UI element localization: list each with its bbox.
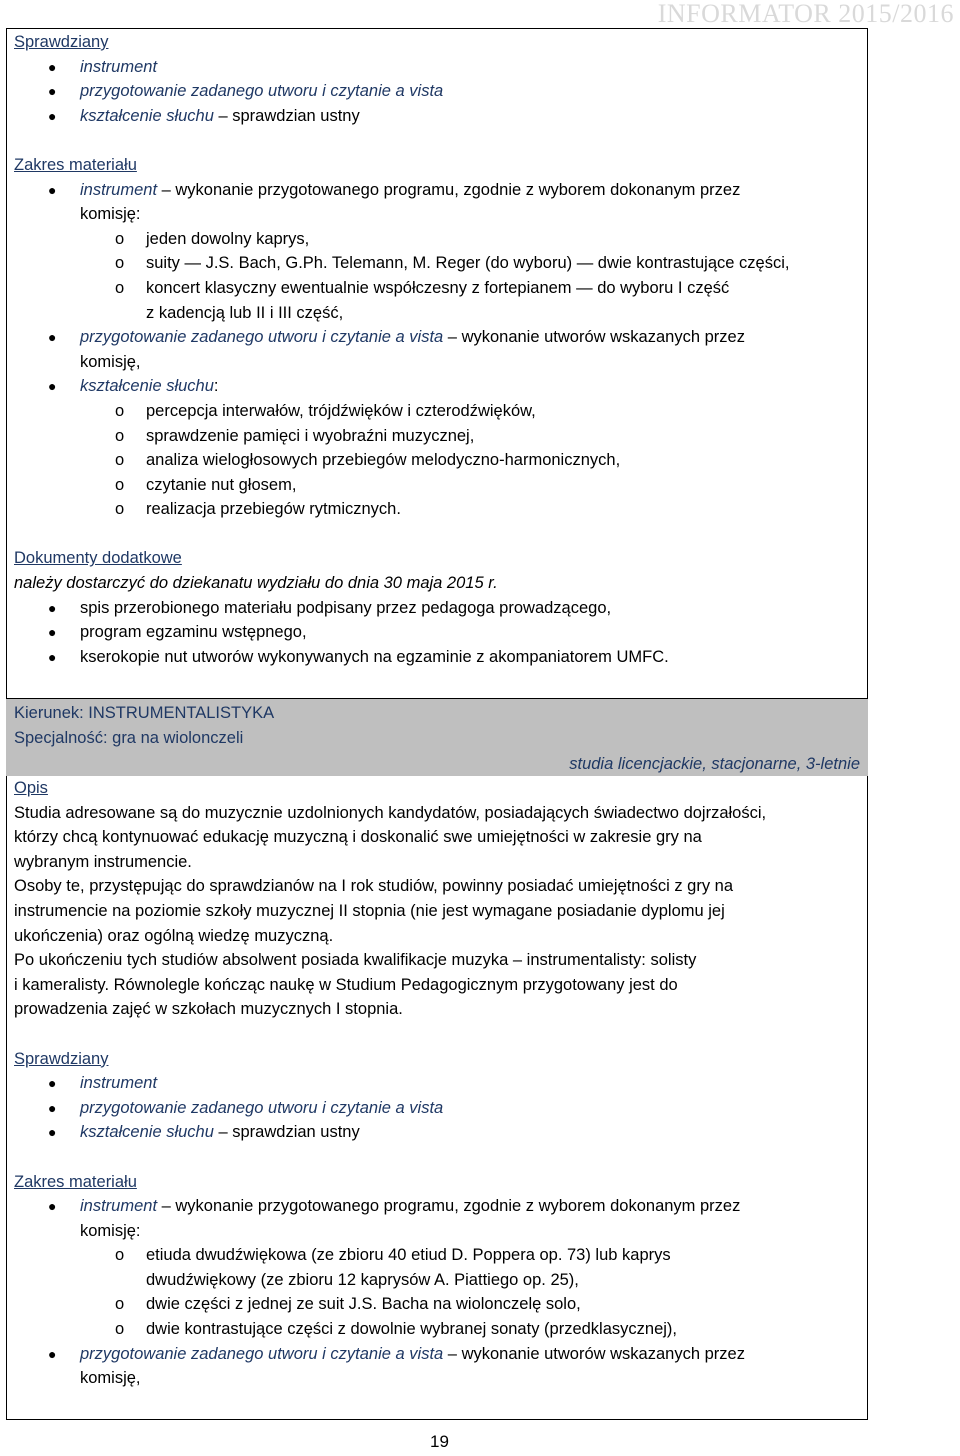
sub-list-item: o dwie części z jednej ze suit J.S. Bacha na wiolonczelę solo,	[14, 1292, 868, 1317]
sub-list-item: o percepcja interwałów, trójdźwięków i czterodźwięków,	[14, 399, 868, 424]
opis-heading: Opis	[14, 779, 48, 797]
zakres-heading: Zakres materiału	[14, 1172, 137, 1191]
list-item-continuation: komisję,	[80, 352, 141, 371]
bullet-icon: ●	[48, 1075, 57, 1092]
sub-list-item: o sprawdzenie pamięci i wyobraźni muzycznej,	[14, 424, 868, 449]
opis-line: i kameralisty. Równolegle kończąc naukę w Studium Pedagogicznym przygotowany jest do	[14, 975, 678, 994]
list-item: ● kształcenie słuchu – sprawdzian ustny	[14, 104, 868, 129]
bullet-icon: ●	[48, 1198, 57, 1215]
list-item: ● przygotowanie zadanego utworu i czytanie a vista	[14, 1096, 868, 1121]
specjalnosc-label: Specjalność: gra na wiolonczeli	[14, 729, 244, 747]
bullet-icon: ●	[48, 648, 57, 665]
circle-bullet-icon: o	[115, 451, 125, 470]
list-item-continuation: komisję:	[80, 1221, 141, 1240]
bullet-icon: ●	[48, 1345, 57, 1362]
sprawdziany-heading: Sprawdziany	[14, 1049, 109, 1068]
opis-line: ukończenia) oraz ogólną wiedzę muzyczną.	[14, 926, 334, 945]
opis-line: Osoby te, przystępując do sprawdzianów na I rok studiów, powinny posiadać umiejętności z gry na	[14, 877, 734, 896]
list-item: ● program egzaminu wstępnego,	[14, 620, 868, 645]
list-item-continuation: komisję,	[80, 1369, 141, 1388]
bullet-icon: ●	[48, 329, 57, 346]
sub-list-item: o analiza wielogłosowych przebiegów melodyczno-harmonicznych,	[14, 448, 868, 473]
section-1	[14, 30, 868, 669]
circle-bullet-icon: o	[115, 1320, 125, 1339]
opis-line: Po ukończeniu tych studiów absolwent posiada kwalifikacje muzyka – instrumentalisty: solisty	[14, 951, 697, 970]
bullet-icon: ●	[48, 378, 57, 395]
circle-bullet-icon: o	[115, 1295, 125, 1314]
dokumenty-heading: Dokumenty dodatkowe	[14, 549, 182, 568]
circle-bullet-icon: o	[115, 475, 125, 494]
list-item: ● instrument	[14, 1071, 868, 1096]
opis-line: prowadzenia zajęć w szkołach muzycznych I stopnia.	[14, 1000, 403, 1019]
list-item: ● instrument – wykonanie przygotowanego programu, zgodnie z wyborem dokonanym przez	[14, 178, 868, 203]
page-number: 19	[430, 1432, 449, 1451]
sub-list-item: o suity — J.S. Bach, G.Ph. Telemann, M. Reger (do wyboru) — dwie kontrastujące części,	[14, 251, 868, 276]
bullet-icon: ●	[48, 107, 57, 124]
bullet-icon: ●	[48, 599, 57, 616]
bullet-icon: ●	[48, 624, 57, 641]
list-item-continuation: komisję:	[80, 205, 141, 224]
dokumenty-note: należy dostarczyć do dziekanatu wydziału do dnia 30 maja 2015 r.	[14, 574, 498, 593]
opis-line: którzy chcą kontynuować edukację muzyczną i doskonalić swe umiejętności w zakresie gry na	[14, 828, 702, 847]
study-type: studia licencjackie, stacjonarne, 3-letnie	[569, 755, 860, 773]
bullet-icon: ●	[48, 1099, 57, 1116]
list-item: ● kształcenie słuchu – sprawdzian ustny	[14, 1120, 868, 1145]
sub-list-item: o etiuda dwudźwiękowa (ze zbioru 40 etiud D. Poppera op. 73) lub kaprys	[14, 1243, 868, 1268]
circle-bullet-icon: o	[115, 278, 125, 297]
list-item: ● przygotowanie zadanego utworu i czytanie a vista – wykonanie utworów wskazanych przez	[14, 325, 868, 350]
sub-list-item: o koncert klasyczny ewentualnie współczesny z fortepianem — do wyboru I część	[14, 276, 868, 301]
circle-bullet-icon: o	[115, 1246, 125, 1265]
circle-bullet-icon: o	[115, 254, 125, 273]
list-item: ● instrument	[14, 55, 868, 80]
document-header: INFORMATOR 2015/2016	[657, 0, 954, 28]
bullet-icon: ●	[48, 58, 57, 75]
list-item: ● kserokopie nut utworów wykonywanych na egzaminie z akompaniatorem UMFC.	[14, 645, 868, 670]
opis-line: instrumencie na poziomie szkoły muzycznej II stopnia (nie jest wymagane posiadanie dyplomu jej	[14, 901, 725, 920]
bullet-icon: ●	[48, 181, 57, 198]
list-item: ● instrument – wykonanie przygotowanego programu, zgodnie z wyborem dokonanym przez	[14, 1194, 868, 1219]
bullet-icon: ●	[48, 1124, 57, 1141]
section-2	[14, 776, 868, 1391]
opis-line: Studia adresowane są do muzycznie uzdolnionych kandydatów, posiadających świadectwo dojrzałości,	[14, 803, 767, 822]
list-item: ● przygotowanie zadanego utworu i czytanie a vista	[14, 79, 868, 104]
bullet-icon: ●	[48, 83, 57, 100]
sub-list-item: o realizacja przebiegów rytmicznych.	[14, 497, 868, 522]
list-item: ● przygotowanie zadanego utworu i czytanie a vista – wykonanie utworów wskazanych przez	[14, 1342, 868, 1367]
list-item: ● spis przerobionego materiału podpisany przez pedagoga prowadzącego,	[14, 596, 868, 621]
opis-line: wybranym instrumencie.	[14, 852, 192, 871]
sub-list-item: o jeden dowolny kaprys,	[14, 227, 868, 252]
circle-bullet-icon: o	[115, 229, 125, 248]
zakres-heading: Zakres materiału	[14, 155, 137, 174]
circle-bullet-icon: o	[115, 500, 125, 519]
sprawdziany-heading: Sprawdziany	[14, 33, 109, 51]
sub-list-continuation: z kadencją lub II i III część,	[146, 303, 344, 322]
kierunek-label: Kierunek: INSTRUMENTALISTYKA	[14, 704, 275, 722]
circle-bullet-icon: o	[115, 401, 125, 420]
list-item: ● kształcenie słuchu:	[14, 374, 868, 399]
sub-list-item: o dwie kontrastujące części z dowolnie wybranej sonaty (przedklasycznej),	[14, 1317, 868, 1342]
circle-bullet-icon: o	[115, 426, 125, 445]
sub-list-continuation: dwudźwiękowy (ze zbioru 12 kaprysów A. Piattiego op. 25),	[146, 1270, 579, 1289]
sub-list-item: o czytanie nut głosem,	[14, 473, 868, 498]
